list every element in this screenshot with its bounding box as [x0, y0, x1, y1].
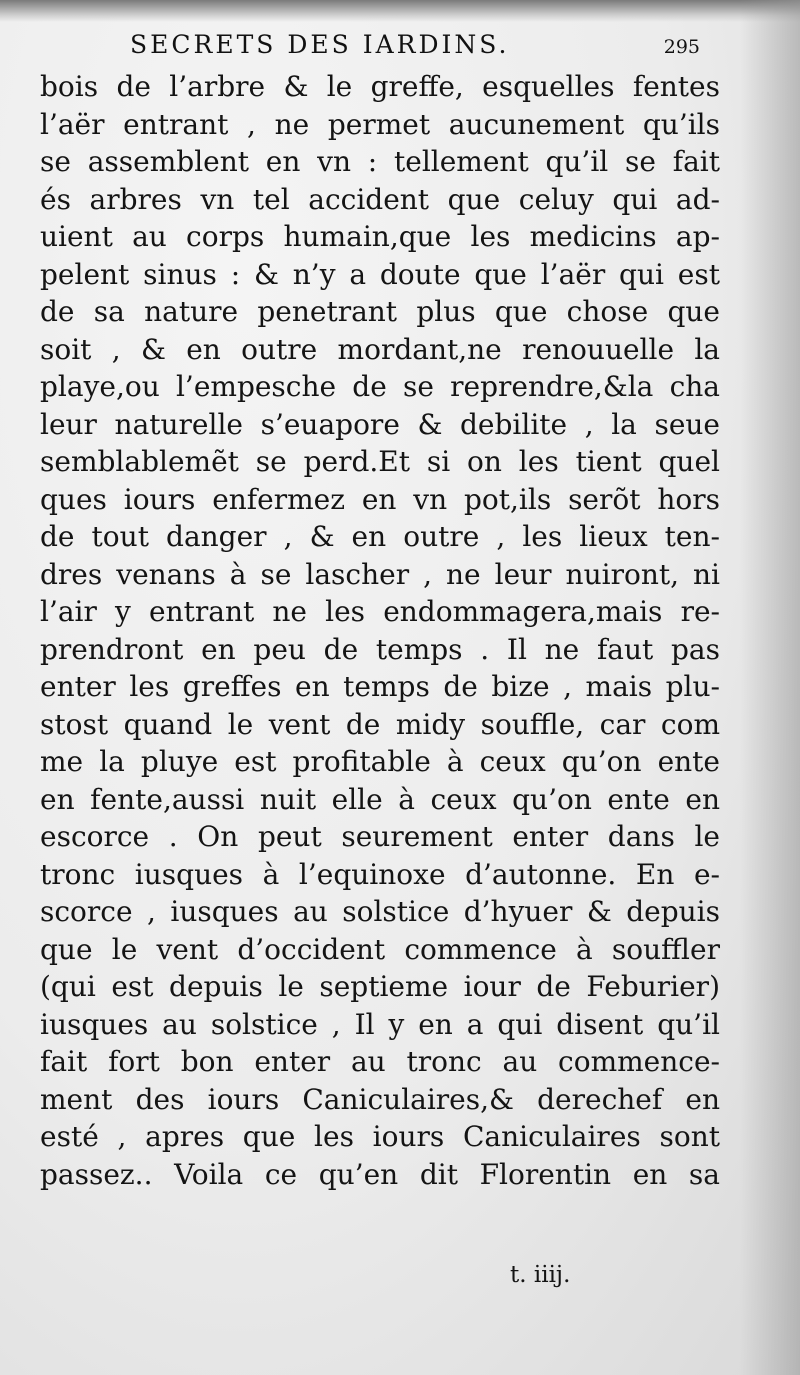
text-line: leur naturelle s’euapore & debilite , la seue [40, 407, 720, 441]
signature-mark: t. iiij. [510, 1262, 571, 1288]
text-line: és arbres vn tel accident que celuy qui ad- [40, 182, 720, 216]
text-line: que le vent d’occident commence à souffler [40, 932, 720, 966]
text-line: me la pluye est profitable à ceux qu’on ente [40, 745, 720, 778]
text-line: se assemblent en vn : tellement qu’il se fait [40, 145, 720, 178]
text-line: pelent sinus : & n’y a doute que l’aër qui est [40, 257, 720, 291]
text-line: iusques au solstice , Il y en a qui disent qu’il [40, 1007, 720, 1041]
page-number: 295 [663, 36, 700, 58]
text-line: l’aër entrant , ne permet aucunement qu’ils [40, 107, 720, 141]
text-line: de tout danger , & en outre , les lieux ten- [40, 520, 720, 553]
running-title: SECRETS DES IARDINS. [130, 30, 510, 59]
text-line: dres venans à se lascher , ne leur nuiront, ni [40, 557, 720, 591]
text-line: passez.. Voila ce qu’en dit Florentin en sa [40, 1157, 720, 1191]
text-line: semblablemẽt se perd.Et si on les tient quel [40, 445, 720, 478]
text-line: de sa nature penetrant plus que chose que [40, 295, 720, 328]
body-text [40, 68, 720, 1193]
text-line: l’air y entrant ne les endommagera,mais re- [40, 595, 720, 628]
text-line: prendront en peu de temps . Il ne faut pas [40, 632, 720, 666]
text-line: escorce . On peut seurement enter dans le [40, 820, 720, 853]
text-line: bois de l’arbre & le greffe, esquelles fentes [40, 70, 720, 103]
text-line: tronc iusques à l’equinoxe d’autonne. En e- [40, 857, 720, 891]
text-line: ques iours enfermez en vn pot,ils serõt hors [40, 482, 720, 516]
text-line: soit , & en outre mordant,ne renouuelle la [40, 332, 720, 366]
text-line: uient au corps humain,que les medicins ap- [40, 220, 720, 253]
running-head [120, 30, 700, 59]
text-line: enter les greffes en temps de bize , mais plu- [40, 670, 720, 703]
text-line: en fente,aussi nuit elle à ceux qu’on ente en [40, 782, 720, 816]
text-line: fait fort bon enter au tronc au commence- [40, 1045, 720, 1078]
text-line: esté , apres que les iours Caniculaires sont [40, 1120, 720, 1153]
text-line: (qui est depuis le septieme iour de Feburier) [40, 970, 720, 1003]
text-line: stost quand le vent de midy souffle, car com [40, 707, 720, 741]
text-line: playe,ou l’empesche de se reprendre,&la cha [40, 370, 720, 403]
text-line: scorce , iusques au solstice d’hyuer & depuis [40, 895, 720, 928]
text-line: ment des iours Caniculaires,& derechef en [40, 1082, 720, 1116]
